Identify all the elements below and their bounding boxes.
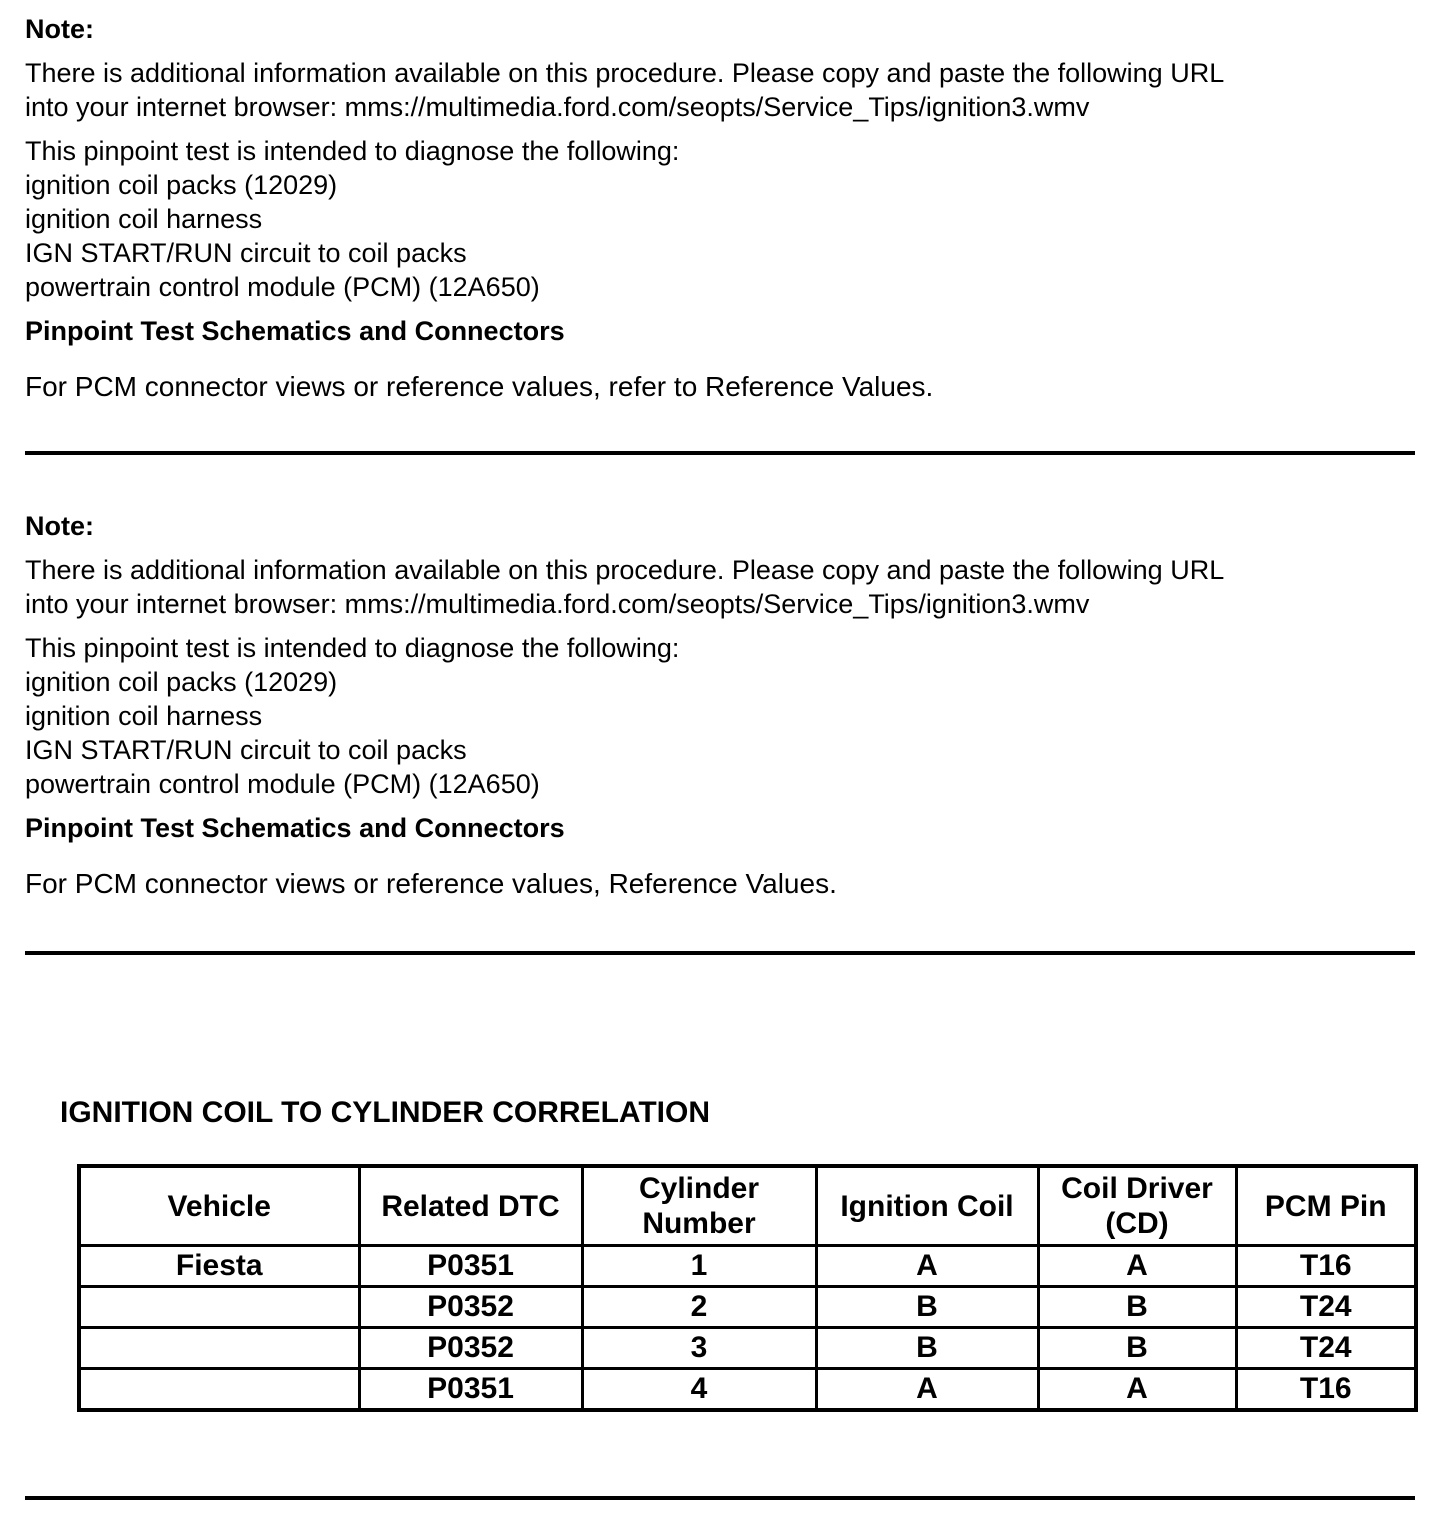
diagnose-intro: This pinpoint test is intended to diagnose the following: (25, 633, 680, 663)
reference-values-link[interactable]: Reference Values. (705, 371, 934, 402)
cell-cylinder: 4 (582, 1369, 816, 1411)
diagnose-item: ignition coil packs (12029) (25, 667, 338, 697)
cell-ignition-coil: B (816, 1287, 1038, 1328)
cell-dtc: P0352 (359, 1328, 582, 1369)
section-heading: Pinpoint Test Schematics and Connectors (25, 316, 565, 346)
table-row (79, 1287, 1416, 1328)
cell-pcm-pin: T16 (1236, 1369, 1416, 1411)
diagnose-item: powertrain control module (PCM) (12A650) (25, 769, 540, 799)
note-url-line: into your internet browser: mms://multimedia.ford.com/seopts/Service_Tips/ignition3.wmv (25, 92, 1090, 122)
diagnose-item: ignition coil harness (25, 204, 263, 234)
reference-line (25, 370, 1415, 404)
cell-pcm-pin: T24 (1236, 1328, 1416, 1369)
diagnose-intro: This pinpoint test is intended to diagnose the following: (25, 136, 680, 166)
cell-vehicle (79, 1369, 359, 1411)
cell-ignition-coil: A (816, 1246, 1038, 1287)
cell-vehicle (79, 1287, 359, 1328)
note-section-2 (25, 509, 1415, 901)
cell-coil-driver: A (1038, 1369, 1236, 1411)
diagnose-item: IGN START/RUN circuit to coil packs (25, 735, 467, 765)
diagnose-item: IGN START/RUN circuit to coil packs (25, 238, 467, 268)
table-row (79, 1369, 1416, 1411)
note-section-1 (25, 12, 1415, 404)
cell-coil-driver: B (1038, 1328, 1236, 1369)
cell-ignition-coil: B (816, 1328, 1038, 1369)
note-label: Note: (25, 14, 94, 44)
table-row (79, 1246, 1416, 1287)
note-text (25, 553, 1415, 621)
divider (25, 1496, 1415, 1500)
note-line: There is additional information available on this procedure. Please copy and paste the following URL (25, 58, 1225, 88)
section-heading: Pinpoint Test Schematics and Connectors (25, 813, 565, 843)
cell-cylinder: 1 (582, 1246, 816, 1287)
diagnose-list (25, 134, 1415, 304)
reference-line (25, 867, 1415, 901)
cell-pcm-pin: T16 (1236, 1246, 1416, 1287)
note-label: Note: (25, 511, 94, 541)
cell-vehicle: Fiesta (79, 1246, 359, 1287)
reference-text: For PCM connector views or reference values, (25, 868, 601, 899)
cell-dtc: P0352 (359, 1287, 582, 1328)
header-pcm-pin: PCM Pin (1236, 1166, 1416, 1246)
cell-coil-driver: A (1038, 1246, 1236, 1287)
note-url-line: into your internet browser: mms://multimedia.ford.com/seopts/Service_Tips/ignition3.wmv (25, 589, 1090, 619)
table-title: IGNITION COIL TO CYLINDER CORRELATION (60, 1096, 711, 1129)
diagnose-item: ignition coil harness (25, 701, 263, 731)
diagnose-list (25, 631, 1415, 801)
header-vehicle: Vehicle (79, 1166, 359, 1246)
reference-values-link[interactable]: Reference Values. (608, 868, 837, 899)
cell-coil-driver: B (1038, 1287, 1236, 1328)
diagnose-item: ignition coil packs (12029) (25, 170, 338, 200)
note-line: There is additional information available on this procedure. Please copy and paste the following URL (25, 555, 1225, 585)
cell-cylinder: 3 (582, 1328, 816, 1369)
cell-pcm-pin: T24 (1236, 1287, 1416, 1328)
reference-text: For PCM connector views or reference values, refer to (25, 371, 698, 402)
cell-ignition-coil: A (816, 1369, 1038, 1411)
coil-cylinder-table (77, 1164, 1418, 1412)
header-coil-driver: Coil Driver (CD) (1038, 1166, 1236, 1246)
note-text (25, 56, 1415, 124)
header-ignition-coil: Ignition Coil (816, 1166, 1038, 1246)
divider (25, 451, 1415, 455)
cell-dtc: P0351 (359, 1369, 582, 1411)
header-related-dtc: Related DTC (359, 1166, 582, 1246)
table-row (79, 1328, 1416, 1369)
header-cylinder-number: Cylinder Number (582, 1166, 816, 1246)
divider (25, 951, 1415, 955)
table-header-row (79, 1166, 1416, 1246)
cell-vehicle (79, 1328, 359, 1369)
cell-dtc: P0351 (359, 1246, 582, 1287)
cell-cylinder: 2 (582, 1287, 816, 1328)
diagnose-item: powertrain control module (PCM) (12A650) (25, 272, 540, 302)
